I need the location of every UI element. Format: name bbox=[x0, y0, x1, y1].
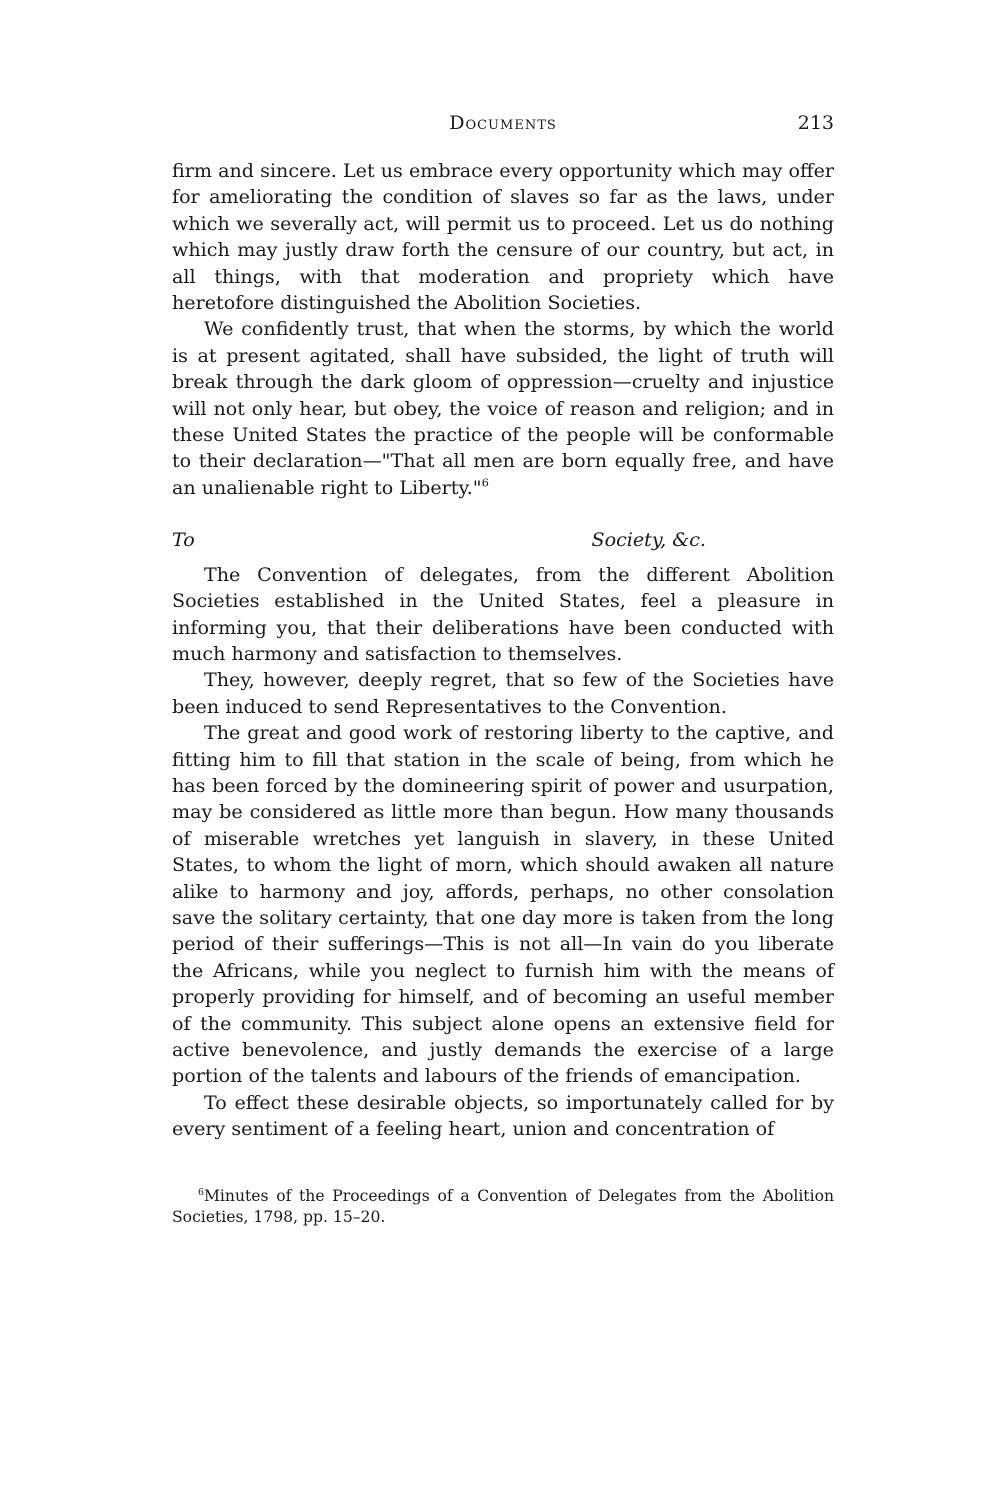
salutation-to: To bbox=[172, 528, 195, 552]
paragraph: To effect these desirable objects, so importunately called for by every sentiment of a feeling heart, union and concentration of bbox=[172, 1090, 834, 1141]
footnote-text bbox=[172, 1186, 834, 1228]
paragraph: firm and sincere. Let us embrace every opportunity which may offer for ameliorating the condition of slaves so far as the laws, under which we severally act, will permit us to proceed. Let us do nothing which may justly draw forth the censure of our country, but act, in all things, with that moderation and propriety which have heretofore distinguished the Abolition Societies. bbox=[172, 159, 834, 315]
footnote-marker: 6 bbox=[198, 1186, 204, 1198]
page-header bbox=[172, 108, 834, 140]
paragraph-text: We confidently trust, that when the storms, by which the world is at present agitated, shall have subsided, the light of truth will break through the dark gloom of oppression—cruelty and injustice will not only hear, but obey, the voice of reason and religion; and in these United States the practice of the people will be conformable to their declaration—"That all men are born equally free, and have an unalienable right to Liberty." bbox=[172, 317, 834, 499]
salutation bbox=[172, 527, 834, 553]
paragraph: They, however, deeply regret, that so few of the Societies have been induced to send Representatives to the Convention. bbox=[172, 668, 834, 718]
body-text bbox=[172, 158, 834, 1143]
paragraph: The great and good work of restoring liberty to the captive, and fitting him to fill that station in the scale of being, from which he has been forced by the domineering spirit of power and usurpation, may be considered as little more than begun. How many thousands of miserable wretches yet languish in slavery, in these United States, to whom the light of morn, which should awaken all nature alike to harmony and joy, affords, perhaps, no other consolation save the solitary certainty, that one day more is taken from the long period of their sufferings—This is not all—In vain do you liberate the Africans, while you neglect to furnish him with the means of properly providing for himself, and of becoming an useful member of the community. This subject alone opens an extensive field for active benevolence, and justly demands the exercise of a large portion of the talents and labours of the friends of emancipation. bbox=[172, 721, 834, 1088]
footnote-body: Minutes of the Proceedings of a Convention of Delegates from the Abolition Societies, 1798, pp. 15–20. bbox=[172, 1187, 834, 1226]
paragraph: The Convention of delegates, from the different Abolition Societies established in the United States, feel a pleasure in informing you, that their deliberations have been conducted with much harmony and satisfaction to themselves. bbox=[172, 562, 834, 665]
footnote-reference: 6 bbox=[481, 475, 489, 490]
running-head: Documents bbox=[449, 112, 557, 134]
footnote bbox=[172, 1186, 834, 1228]
salutation-society: Society, &c. bbox=[591, 528, 706, 552]
paragraph bbox=[172, 316, 834, 501]
page-number: 213 bbox=[797, 112, 834, 134]
